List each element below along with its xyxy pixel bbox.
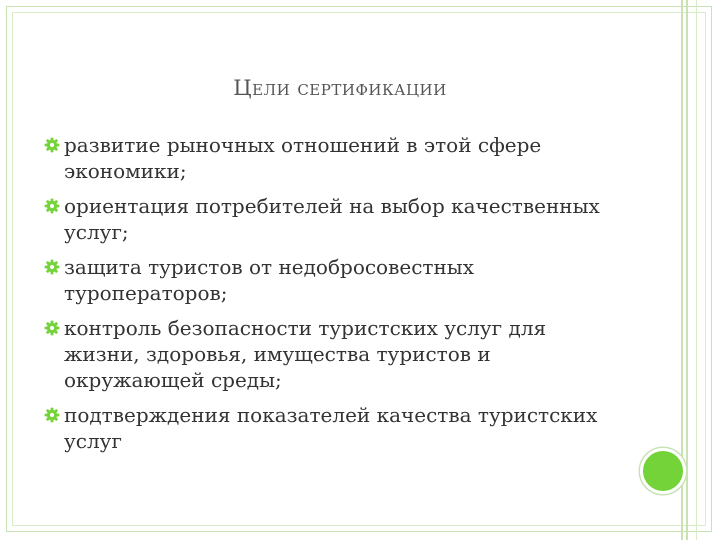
list-item-text: защита туристов от недобросовестных туроператоров; — [64, 255, 474, 305]
gear-icon — [44, 259, 60, 275]
decorative-green-circle — [640, 448, 686, 494]
gear-icon — [44, 137, 60, 153]
bullet-list — [44, 132, 604, 463]
list-item-text: контроль безопасности туристских услуг для жизни, здоровья, имущества туристов и окружающей среды; — [64, 316, 547, 392]
slide-title: Цели сертификации — [233, 76, 447, 100]
list-item-text: ориентация потребителей на выбор качественных услуг; — [64, 194, 600, 244]
decorative-line — [686, 0, 688, 540]
list-item — [44, 132, 604, 184]
list-item — [44, 402, 604, 454]
list-item — [44, 254, 604, 306]
list-item-text: развитие рыночных отношений в этой сфере экономики; — [64, 133, 542, 183]
list-item — [44, 193, 604, 245]
gear-icon — [44, 198, 60, 214]
decorative-line — [696, 0, 697, 540]
gear-icon — [44, 407, 60, 423]
list-item-text: подтверждения показателей качества туристских услуг — [64, 403, 598, 453]
list-item — [44, 315, 604, 393]
gear-icon — [44, 320, 60, 336]
